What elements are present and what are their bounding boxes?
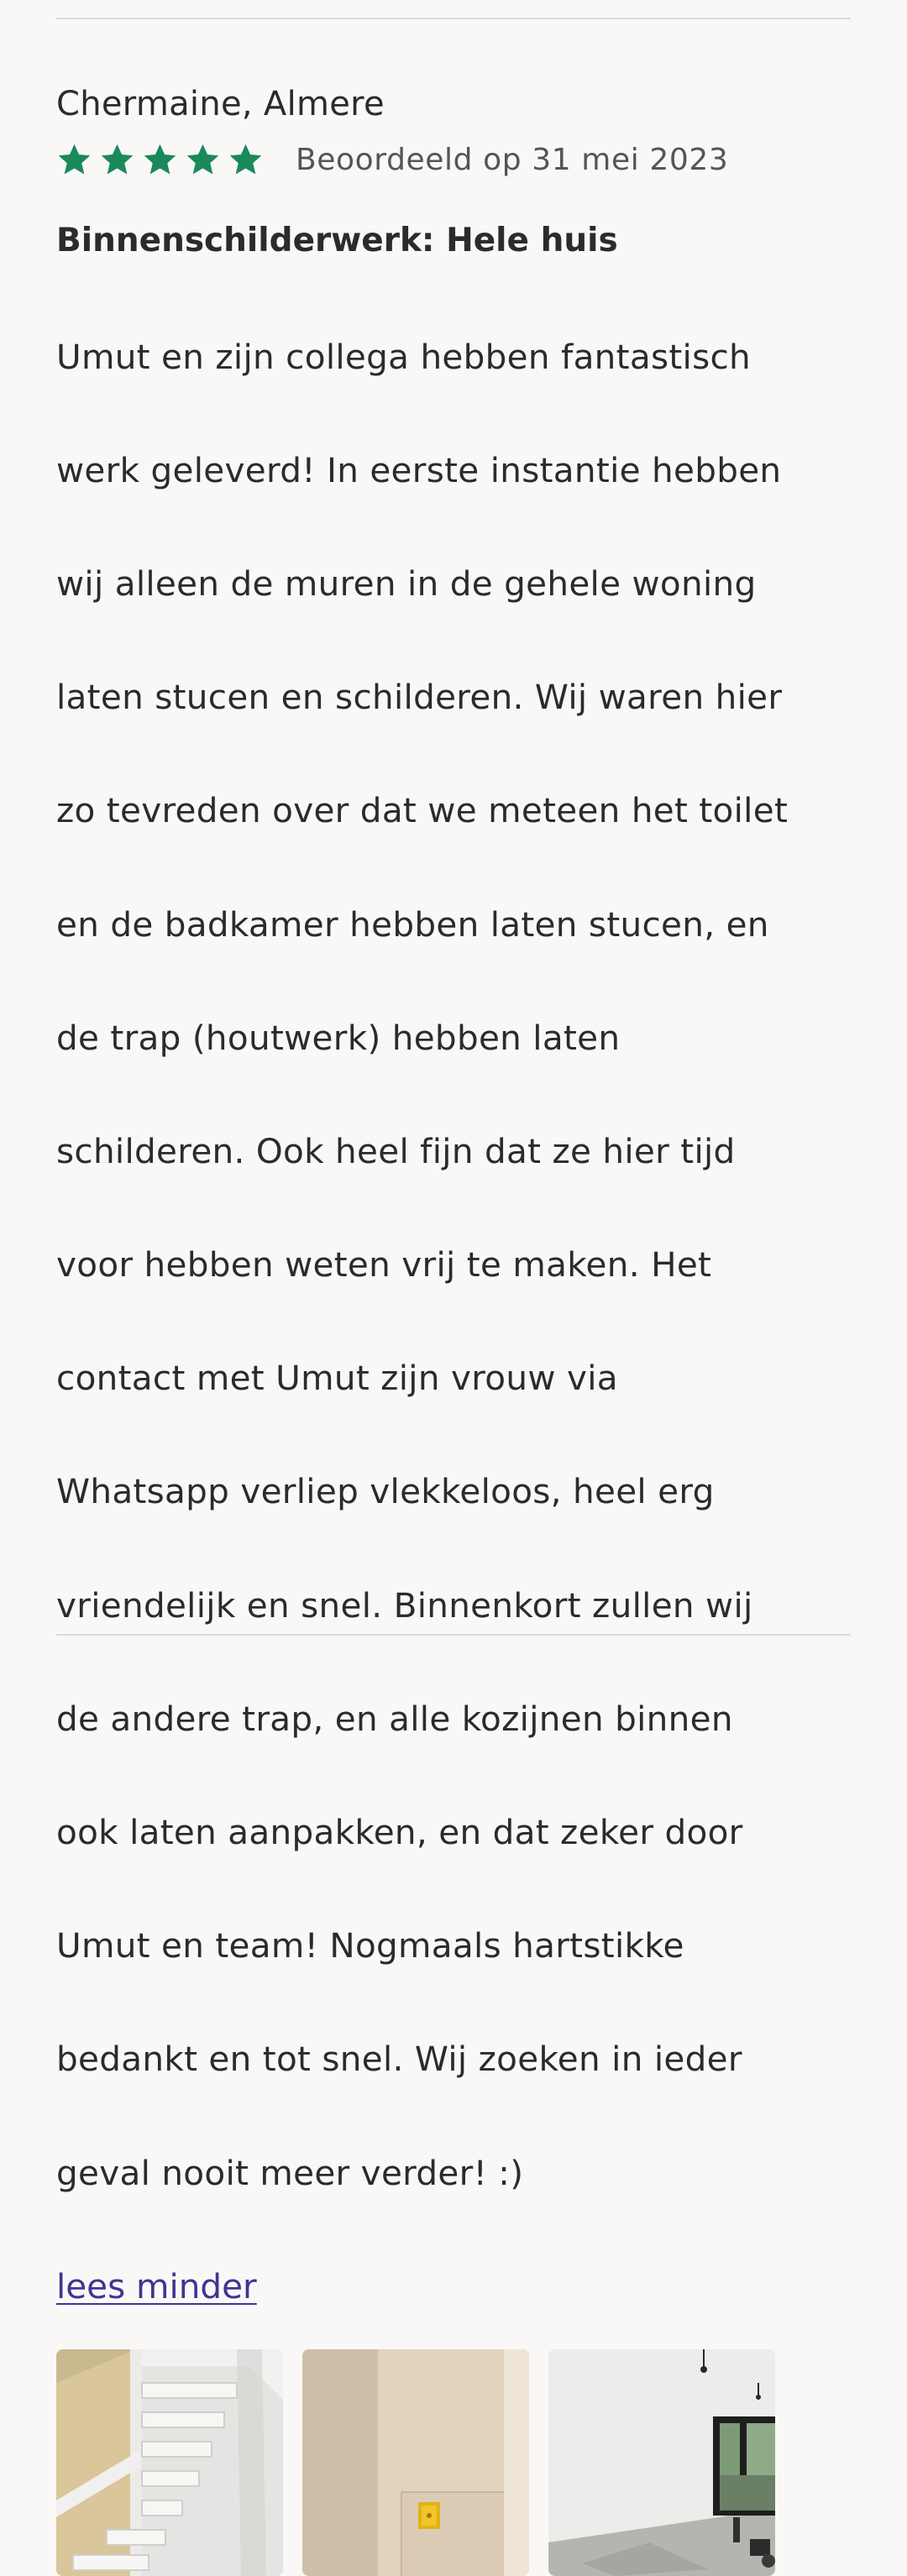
top-divider bbox=[56, 18, 851, 19]
review-photo-staircase[interactable] bbox=[56, 2349, 283, 2576]
wall-image bbox=[302, 2349, 529, 2576]
review-body-line: werk geleverd! In eerste instantie hebben bbox=[56, 449, 782, 490]
review-body-line: geval nooit meer verder! :) bbox=[56, 2152, 524, 2193]
star-icon bbox=[185, 142, 221, 178]
review-body-line: en de badkamer hebben laten stucen, en bbox=[56, 903, 769, 945]
bottom-divider bbox=[56, 1634, 851, 1636]
review-body-line: zo tevreden over dat we meteen het toilet bbox=[56, 790, 789, 831]
star-icon bbox=[99, 142, 135, 178]
review-body-line: bedankt en tot snel. Wij zoeken in ieder bbox=[56, 2039, 742, 2080]
read-less-link[interactable]: lees minder bbox=[56, 2265, 257, 2306]
review-body-line: schilderen. Ook heel fijn dat ze hier tijd bbox=[56, 1130, 736, 1171]
review-body-line: wij alleen de muren in de gehele woning bbox=[56, 563, 757, 604]
star-icon bbox=[228, 142, 264, 178]
review-photos bbox=[56, 2349, 854, 2576]
review-body-line: de trap (houtwerk) hebben laten bbox=[56, 1017, 621, 1058]
star-rating bbox=[56, 142, 264, 178]
review-body-line: laten stucen en schilderen. Wij waren hier bbox=[56, 677, 783, 718]
review-photo-room[interactable] bbox=[548, 2349, 775, 2576]
review-card bbox=[56, 79, 854, 2576]
review-body-line: ook laten aanpakken, en dat zeker door bbox=[56, 1812, 743, 1853]
review-body-line: contact met Umut zijn vrouw via bbox=[56, 1358, 618, 1399]
review-date: Beoordeeld op 31 mei 2023 bbox=[296, 142, 729, 177]
review-title: Binnenschilderwerk: Hele huis bbox=[56, 222, 618, 259]
star-icon bbox=[142, 142, 178, 178]
reviewer-name: Chermaine, Almere bbox=[56, 85, 385, 123]
review-photo-wall[interactable] bbox=[302, 2349, 529, 2576]
room-image bbox=[548, 2349, 775, 2576]
review-body bbox=[56, 272, 854, 2259]
review-body-line: vriendelijk en snel. Binnenkort zullen wij bbox=[56, 1584, 753, 1626]
review-body-line: Whatsapp verliep vlekkeloos, heel erg bbox=[56, 1471, 715, 1512]
rating-row bbox=[56, 135, 854, 184]
star-icon bbox=[56, 142, 92, 178]
review-body-line: de andere trap, en alle kozijnen binnen bbox=[56, 1698, 733, 1739]
review-body-line: Umut en team! Nogmaals hartstikke bbox=[56, 1925, 684, 1966]
staircase-image bbox=[56, 2349, 283, 2576]
review-body-line: voor hebben weten vrij te maken. Het bbox=[56, 1244, 712, 1285]
review-body-line: Umut en zijn collega hebben fantastisch bbox=[56, 336, 752, 377]
